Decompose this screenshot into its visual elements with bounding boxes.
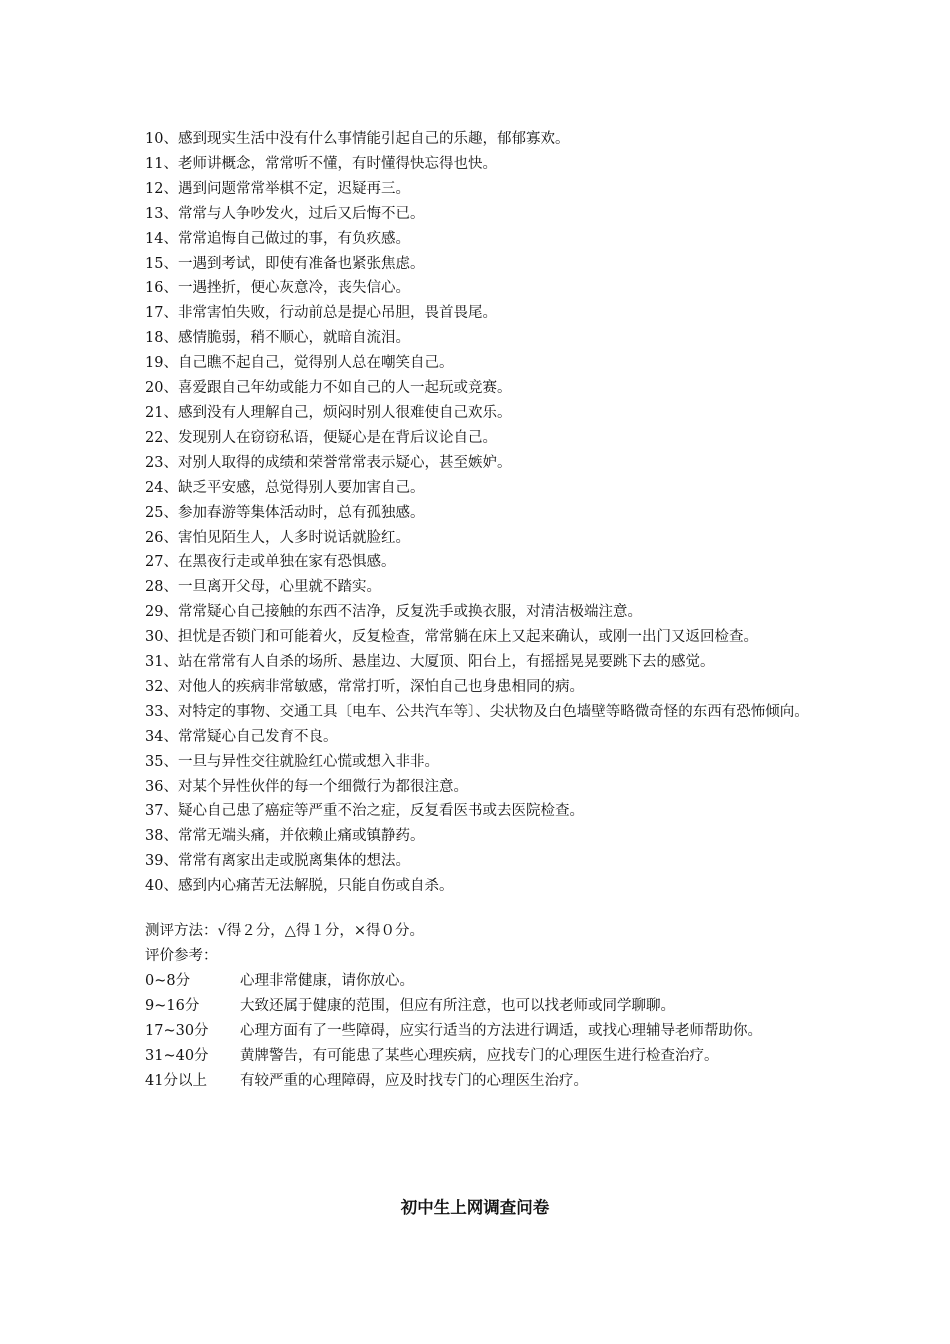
list-item: 13、常常与人争吵发火，过后又后悔不已。	[145, 205, 425, 222]
score-range: 0~8分	[145, 972, 191, 989]
score-description: 大致还属于健康的范围，但应有所注意，也可以找老师或同学聊聊。	[240, 997, 675, 1014]
spacer	[145, 899, 810, 919]
score-row	[145, 1019, 810, 1044]
score-description: 有较严重的心理障碍，应及时找专门的心理医生治疗。	[240, 1072, 588, 1089]
next-section-title: 初中生上网调查问卷	[400, 1198, 550, 1217]
list-item: 32、对他人的疾病非常敏感，常常打听，深怕自己也身患相同的病。	[145, 678, 584, 695]
score-row	[145, 994, 810, 1019]
score-table	[145, 969, 810, 1094]
scoring-method: 测评方法：√得２分，△得１分，×得０分。	[145, 923, 425, 940]
list-item: 17、非常害怕失败，行动前总是提心吊胆，畏首畏尾。	[145, 305, 497, 322]
list-item: 21、感到没有人理解自己，烦闷时别人很难使自己欢乐。	[145, 404, 512, 421]
list-item: 37、疑心自己患了癌症等严重不治之症，反复看医书或去医院检查。	[145, 803, 584, 820]
list-item: 35、一旦与异性交往就脸红心慌或想入非非。	[145, 753, 439, 770]
list-item: 22、发现别人在窃窃私语，便疑心是在背后议论自己。	[145, 429, 497, 446]
list-item: 11、老师讲概念，常常听不懂，有时懂得快忘得也快。	[145, 155, 497, 172]
score-row	[145, 1044, 810, 1069]
list-item: 16、一遇挫折，便心灰意冷，丧失信心。	[145, 280, 410, 297]
list-item: 28、一旦离开父母，心里就不踏实。	[145, 579, 381, 596]
list-item: 24、缺乏平安感，总觉得别人要加害自己。	[145, 479, 425, 496]
score-row	[145, 1069, 810, 1094]
document-page	[145, 127, 810, 1093]
list-item: 34、常常疑心自己发育不良。	[145, 728, 338, 745]
list-item: 40、感到内心痛苦无法解脱，只能自伤或自杀。	[145, 878, 454, 895]
list-item: 39、常常有离家出走或脱离集体的想法。	[145, 853, 410, 870]
score-row	[145, 969, 810, 994]
list-item: 31、站在常常有人自杀的场所、悬崖边、大厦顶、阳台上，有摇摇晃晃要跳下去的感觉。	[145, 654, 715, 671]
score-range: 17~30分	[145, 1022, 209, 1039]
score-range: 41分以上	[145, 1072, 207, 1089]
score-description: 心理方面有了一些障碍，应实行适当的方法进行调适，或找心理辅导老师帮助你。	[240, 1022, 762, 1039]
list-item: 12、遇到问题常常举棋不定，迟疑再三。	[145, 180, 410, 197]
list-item: 36、对某个异性伙伴的每一个细微行为都很注意。	[145, 778, 468, 795]
list-item: 14、常常追悔自己做过的事，有负疚感。	[145, 230, 410, 247]
list-item: 33、对特定的事物、交通工具〔电车、公共汽车等〕、尖状物及白色墙壁等略微奇怪的东西有恐怖倾向。	[145, 703, 809, 720]
list-item: 20、喜爱跟自己年幼或能力不如自己的人一起玩或竞赛。	[145, 380, 512, 397]
list-item: 10、感到现实生活中没有什么事情能引起自己的乐趣，郁郁寡欢。	[145, 131, 570, 147]
list-item: 27、在黑夜行走或单独在家有恐惧感。	[145, 554, 396, 571]
list-item: 25、参加春游等集体活动时，总有孤独感。	[145, 504, 425, 521]
list-item: 15、一遇到考试，即使有准备也紧张焦虑。	[145, 255, 425, 272]
score-description: 黄牌警告，有可能患了某些心理疾病，应找专门的心理医生进行检查治疗。	[240, 1047, 719, 1064]
list-item: 30、担忧是否锁门和可能着火，反复检查，常常躺在床上又起来确认，或刚一出门又返回检查。	[145, 629, 758, 646]
score-description: 心理非常健康，请你放心。	[240, 972, 414, 989]
score-range: 31~40分	[145, 1047, 209, 1064]
reference-heading: 评价参考：	[145, 948, 218, 964]
list-item: 19、自己瞧不起自己，觉得别人总在嘲笑自己。	[145, 355, 454, 372]
question-list	[145, 127, 810, 899]
list-item: 26、害怕见陌生人，人多时说话就脸红。	[145, 529, 410, 546]
list-item: 18、感情脆弱，稍不顺心，就暗自流泪。	[145, 330, 410, 347]
score-range: 9~16分	[145, 997, 200, 1014]
list-item: 38、常常无端头痛，并依赖止痛或镇静药。	[145, 828, 425, 845]
list-item: 23、对别人取得的成绩和荣誉常常表示疑心，甚至嫉妒。	[145, 454, 512, 471]
list-item: 29、常常疑心自己接触的东西不洁净，反复洗手或换衣服，对清洁极端注意。	[145, 604, 642, 621]
